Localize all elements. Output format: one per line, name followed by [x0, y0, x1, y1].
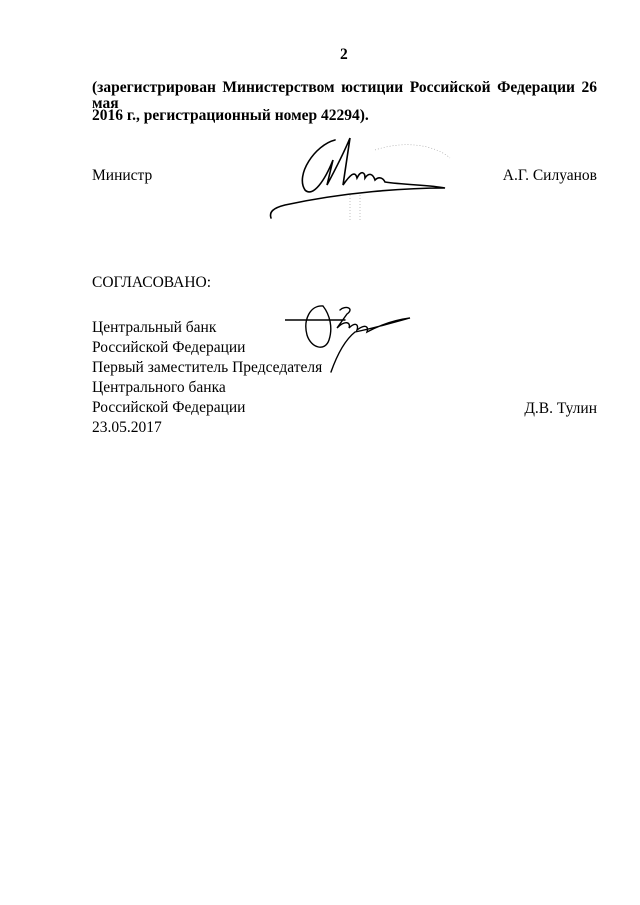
page-number: 2	[340, 46, 348, 63]
approval-signature	[285, 300, 415, 380]
approval-line: Российской Федерации	[92, 399, 246, 416]
approval-line: Центрального банка	[92, 379, 226, 396]
approval-line: Центральный банк	[92, 319, 217, 336]
minister-name: А.Г. Силуанов	[502, 167, 597, 184]
registration-line-2: 2016 г., регистрационный номер 42294).	[92, 107, 369, 124]
approval-line: Первый заместитель Председателя	[92, 359, 323, 376]
approval-name: Д.В. Тулин	[524, 400, 597, 417]
approval-heading: СОГЛАСОВАНО:	[92, 274, 212, 291]
approval-date: 23.05.2017	[92, 419, 162, 436]
approval-line: Российской Федерации	[92, 339, 246, 356]
minister-title: Министр	[92, 167, 153, 184]
registration-line-1: (зарегистрирован Министерством юстиции Российской Федерации 26 мая	[92, 79, 597, 112]
minister-signature	[265, 130, 465, 230]
